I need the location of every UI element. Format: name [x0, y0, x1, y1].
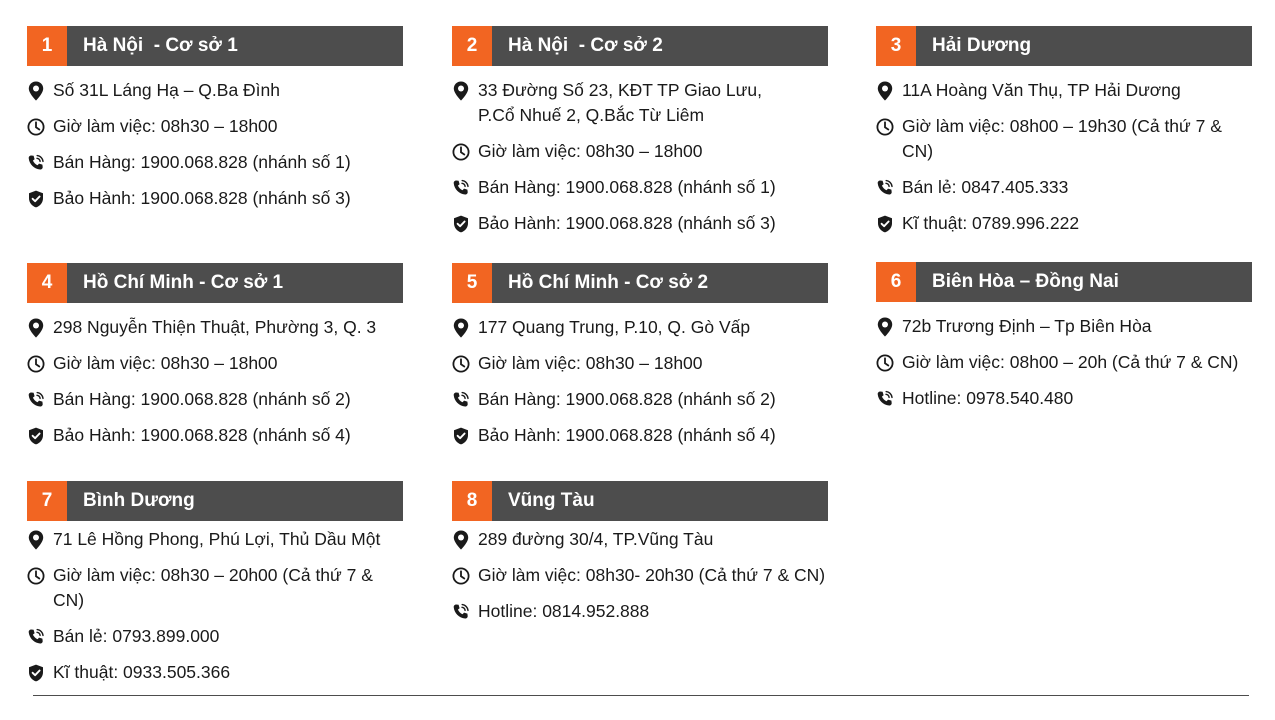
branch-title: Hà Nội - Cơ sở 1: [67, 26, 403, 66]
phone-icon: [27, 150, 45, 175]
branch-number-badge: 2: [452, 26, 492, 66]
warranty-row: [452, 423, 828, 448]
branch-number-badge: 4: [27, 263, 67, 303]
branch-number-badge: 8: [452, 481, 492, 521]
hours-row: [27, 114, 403, 139]
branch-title: Hải Dương: [916, 26, 1252, 66]
technical-text[interactable]: Kĩ thuật: 0789.996.222: [902, 213, 1080, 233]
branch-number-badge: 5: [452, 263, 492, 303]
shield-check-icon: [27, 423, 45, 448]
branch-info-list: [27, 78, 403, 211]
branch-title: Biên Hòa – Đồng Nai: [916, 262, 1252, 302]
shield-check-icon: [876, 211, 894, 236]
hours-row: [452, 563, 828, 588]
clock-icon: [27, 351, 45, 376]
phone-icon: [876, 386, 894, 411]
branch-card-6: [876, 262, 1252, 422]
clock-icon: [452, 563, 470, 588]
phone-icon: [27, 387, 45, 412]
warranty-text[interactable]: Bảo Hành: 1900.068.828 (nhánh số 4): [53, 425, 351, 445]
address-row: [27, 78, 403, 103]
branch-card-7: [27, 481, 403, 696]
hours-text: Giờ làm việc: 08h30 – 20h00 (Cả thứ 7 & CN): [53, 565, 373, 610]
phone-text[interactable]: Bán Hàng: 1900.068.828 (nhánh số 2): [53, 389, 351, 409]
phone-row: [27, 150, 403, 175]
branch-header: [876, 262, 1252, 302]
branch-title: Hà Nội - Cơ sở 2: [492, 26, 828, 66]
location-pin-icon: [876, 314, 894, 339]
location-pin-icon: [27, 78, 45, 103]
technical-row: [876, 211, 1252, 236]
branch-info-list: [27, 315, 403, 448]
clock-icon: [452, 351, 470, 376]
branch-card-2: [452, 26, 828, 247]
branch-card-4: [27, 263, 403, 459]
hours-row: [452, 139, 828, 164]
footer-divider: [33, 695, 1249, 696]
shield-check-icon: [27, 660, 45, 685]
hotline-text[interactable]: Hotline: 0814.952.888: [478, 601, 650, 621]
phone-text[interactable]: Bán Hàng: 1900.068.828 (nhánh số 1): [478, 177, 776, 197]
address-text: Số 31L Láng Hạ – Q.Ba Đình: [53, 80, 281, 100]
warranty-row: [27, 186, 403, 211]
address-row: [876, 314, 1252, 339]
phone-icon: [452, 387, 470, 412]
hours-text: Giờ làm việc: 08h30 – 18h00: [53, 353, 278, 373]
branch-title: Hồ Chí Minh - Cơ sở 2: [492, 263, 828, 303]
warranty-text[interactable]: Bảo Hành: 1900.068.828 (nhánh số 4): [478, 425, 776, 445]
hours-text: Giờ làm việc: 08h00 – 20h (Cả thứ 7 & CN): [902, 352, 1239, 372]
hotline-row: [452, 599, 828, 624]
clock-icon: [27, 114, 45, 139]
warranty-row: [27, 423, 403, 448]
technical-text[interactable]: Kĩ thuật: 0933.505.366: [53, 662, 231, 682]
address-text: 11A Hoàng Văn Thụ, TP Hải Dương: [902, 80, 1181, 100]
branch-header: [27, 26, 403, 66]
branch-title: Hồ Chí Minh - Cơ sở 1: [67, 263, 403, 303]
phone-row: [452, 387, 828, 412]
branch-header: [452, 26, 828, 66]
shield-check-icon: [452, 423, 470, 448]
address-row: [452, 315, 828, 340]
branch-title: Bình Dương: [67, 481, 403, 521]
phone-row: [876, 175, 1252, 200]
branch-info-list: [452, 78, 828, 236]
branch-card-3: [876, 26, 1252, 247]
phone-row: [452, 175, 828, 200]
clock-icon: [27, 563, 45, 588]
address-row: [452, 527, 828, 552]
phone-icon: [452, 599, 470, 624]
phone-text[interactable]: Bán Hàng: 1900.068.828 (nhánh số 2): [478, 389, 776, 409]
phone-icon: [27, 624, 45, 649]
hours-row: [452, 351, 828, 376]
location-pin-icon: [452, 315, 470, 340]
address-text: 289 đường 30/4, TP.Vũng Tàu: [478, 529, 714, 549]
address-row: [27, 315, 403, 340]
technical-row: [27, 660, 403, 685]
address-text: 298 Nguyễn Thiện Thuật, Phường 3, Q. 3: [53, 317, 377, 337]
branch-card-5: [452, 263, 828, 459]
hours-row: [27, 351, 403, 376]
warranty-text[interactable]: Bảo Hành: 1900.068.828 (nhánh số 3): [53, 188, 351, 208]
hours-row: [876, 114, 1252, 164]
location-pin-icon: [27, 527, 45, 552]
phone-icon: [452, 175, 470, 200]
location-pin-icon: [876, 78, 894, 103]
hours-text: Giờ làm việc: 08h30 – 18h00: [53, 116, 278, 136]
phone-icon: [876, 175, 894, 200]
branch-info-list: [452, 315, 828, 448]
warranty-text[interactable]: Bảo Hành: 1900.068.828 (nhánh số 3): [478, 213, 776, 233]
phone-row: [27, 624, 403, 649]
phone-text[interactable]: Bán lẻ: 0793.899.000: [53, 626, 220, 646]
shield-check-icon: [27, 186, 45, 211]
branch-number-badge: 7: [27, 481, 67, 521]
branch-card-1: [27, 26, 403, 222]
location-pin-icon: [452, 527, 470, 552]
hotline-row: [876, 386, 1252, 411]
clock-icon: [876, 114, 894, 139]
address-row: [876, 78, 1252, 103]
location-pin-icon: [452, 78, 470, 103]
branch-info-list: [452, 527, 828, 624]
address-row: [452, 78, 828, 128]
branch-info-list: [876, 314, 1252, 411]
branch-card-8: [452, 481, 828, 635]
clock-icon: [452, 139, 470, 164]
address-text: 177 Quang Trung, P.10, Q. Gò Vấp: [478, 317, 751, 337]
branch-number-badge: 6: [876, 262, 916, 302]
branch-header: [27, 481, 403, 521]
branch-number-badge: 3: [876, 26, 916, 66]
branch-header: [876, 26, 1252, 66]
address-text: 71 Lê Hồng Phong, Phú Lợi, Thủ Dầu Một: [53, 529, 381, 549]
hours-text: Giờ làm việc: 08h30 – 18h00: [478, 141, 703, 161]
hours-text: Giờ làm việc: 08h00 – 19h30 (Cả thứ 7 & CN): [902, 116, 1222, 161]
address-text: 33 Đường Số 23, KĐT TP Giao Lưu, P.Cổ Nhuế 2, Q.Bắc Từ Liêm: [478, 80, 762, 125]
location-pin-icon: [27, 315, 45, 340]
branch-header: [27, 263, 403, 303]
hours-text: Giờ làm việc: 08h30 – 18h00: [478, 353, 703, 373]
hotline-text[interactable]: Hotline: 0978.540.480: [902, 388, 1074, 408]
branch-info-list: [27, 527, 403, 685]
shield-check-icon: [452, 211, 470, 236]
branch-title: Vũng Tàu: [492, 481, 828, 521]
branch-number-badge: 1: [27, 26, 67, 66]
hours-row: [876, 350, 1252, 375]
branch-header: [452, 263, 828, 303]
phone-text[interactable]: Bán lẻ: 0847.405.333: [902, 177, 1069, 197]
phone-text[interactable]: Bán Hàng: 1900.068.828 (nhánh số 1): [53, 152, 351, 172]
hours-row: [27, 563, 403, 613]
branch-info-list: [876, 78, 1252, 236]
warranty-row: [452, 211, 828, 236]
address-row: [27, 527, 403, 552]
phone-row: [27, 387, 403, 412]
clock-icon: [876, 350, 894, 375]
address-text: 72b Trương Định – Tp Biên Hòa: [902, 316, 1152, 336]
branch-header: [452, 481, 828, 521]
hours-text: Giờ làm việc: 08h30- 20h30 (Cả thứ 7 & CN): [478, 565, 826, 585]
